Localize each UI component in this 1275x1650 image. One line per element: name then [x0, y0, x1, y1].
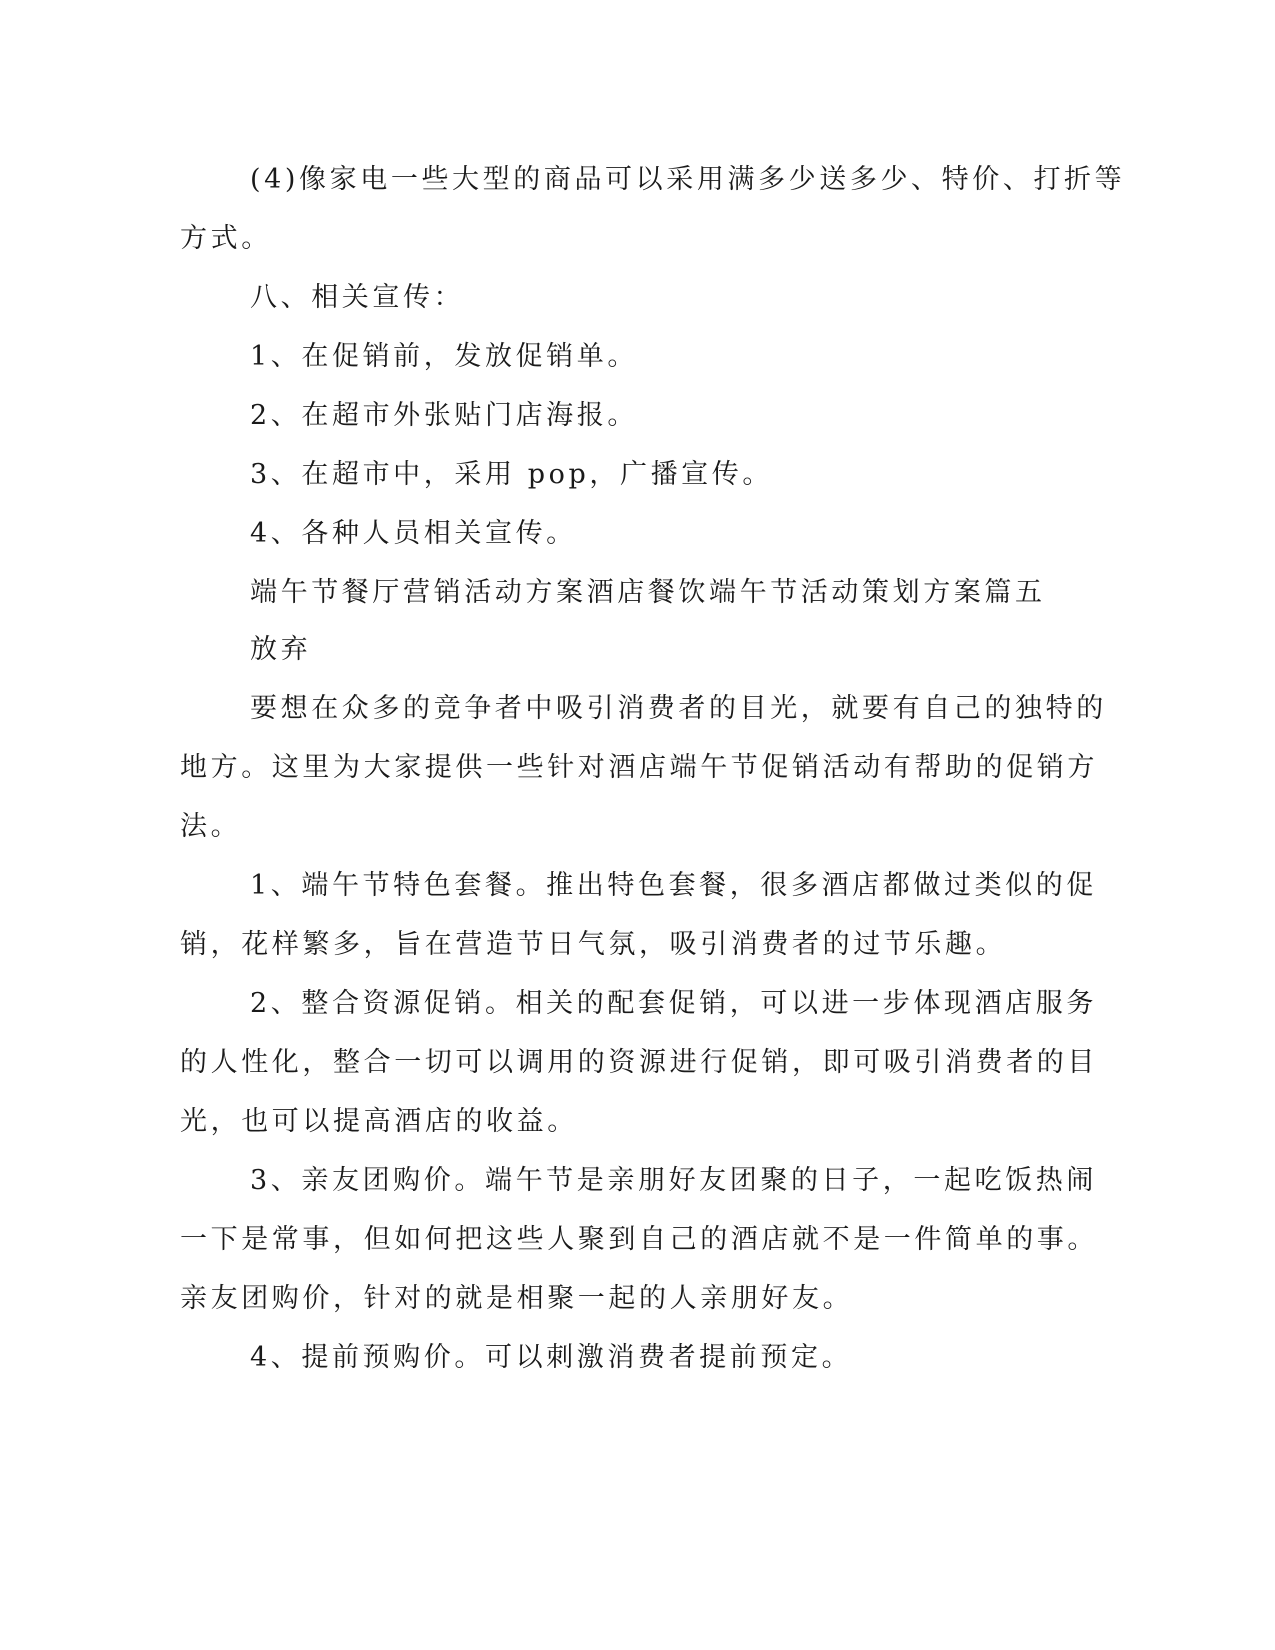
list-item: 1、在促销前，发放促销单。: [250, 341, 638, 372]
subheading: 放弃: [250, 634, 312, 665]
paragraph-line: 要想在众多的竞争者中吸引消费者的目光，就要有自己的独特的: [250, 693, 1107, 724]
paragraph-line: 亲友团购价，针对的就是相聚一起的人亲朋好友。: [180, 1283, 854, 1314]
paragraph-line: 销，花样繁多，旨在营造节日气氛，吸引消费者的过节乐趣。: [180, 929, 1007, 960]
paragraph-line: 方式。: [180, 223, 272, 254]
paragraph-line: 一下是常事，但如何把这些人聚到自己的酒店就不是一件简单的事。: [180, 1224, 1098, 1255]
list-item: 3、在超市中，采用 pop，广播宣传。: [250, 459, 773, 490]
paragraph-line: 2、整合资源促销。相关的配套促销，可以进一步体现酒店服务: [250, 988, 1097, 1019]
paragraph-line: (4)像家电一些大型的商品可以采用满多少送多少、特价、打折等: [250, 164, 1126, 195]
article-title: 端午节餐厅营销活动方案酒店餐饮端午节活动策划方案篇五: [250, 577, 1046, 608]
paragraph-line: 的人性化，整合一切可以调用的资源进行促销，即可吸引消费者的目: [180, 1047, 1098, 1078]
paragraph-line: 3、亲友团购价。端午节是亲朋好友团聚的日子，一起吃饭热闹: [250, 1165, 1097, 1196]
section-heading: 八、相关宣传：: [250, 282, 465, 313]
list-item: 4、各种人员相关宣传。: [250, 518, 577, 549]
paragraph-line: 1、端午节特色套餐。推出特色套餐，很多酒店都做过类似的促: [250, 870, 1097, 901]
paragraph-line: 地方。这里为大家提供一些针对酒店端午节促销活动有帮助的促销方: [180, 752, 1098, 783]
paragraph-line: 光，也可以提高酒店的收益。: [180, 1106, 578, 1137]
paragraph-line: 4、提前预购价。可以刺激消费者提前预定。: [250, 1342, 853, 1373]
list-item: 2、在超市外张贴门店海报。: [250, 400, 638, 431]
paragraph-line: 法。: [180, 811, 242, 842]
